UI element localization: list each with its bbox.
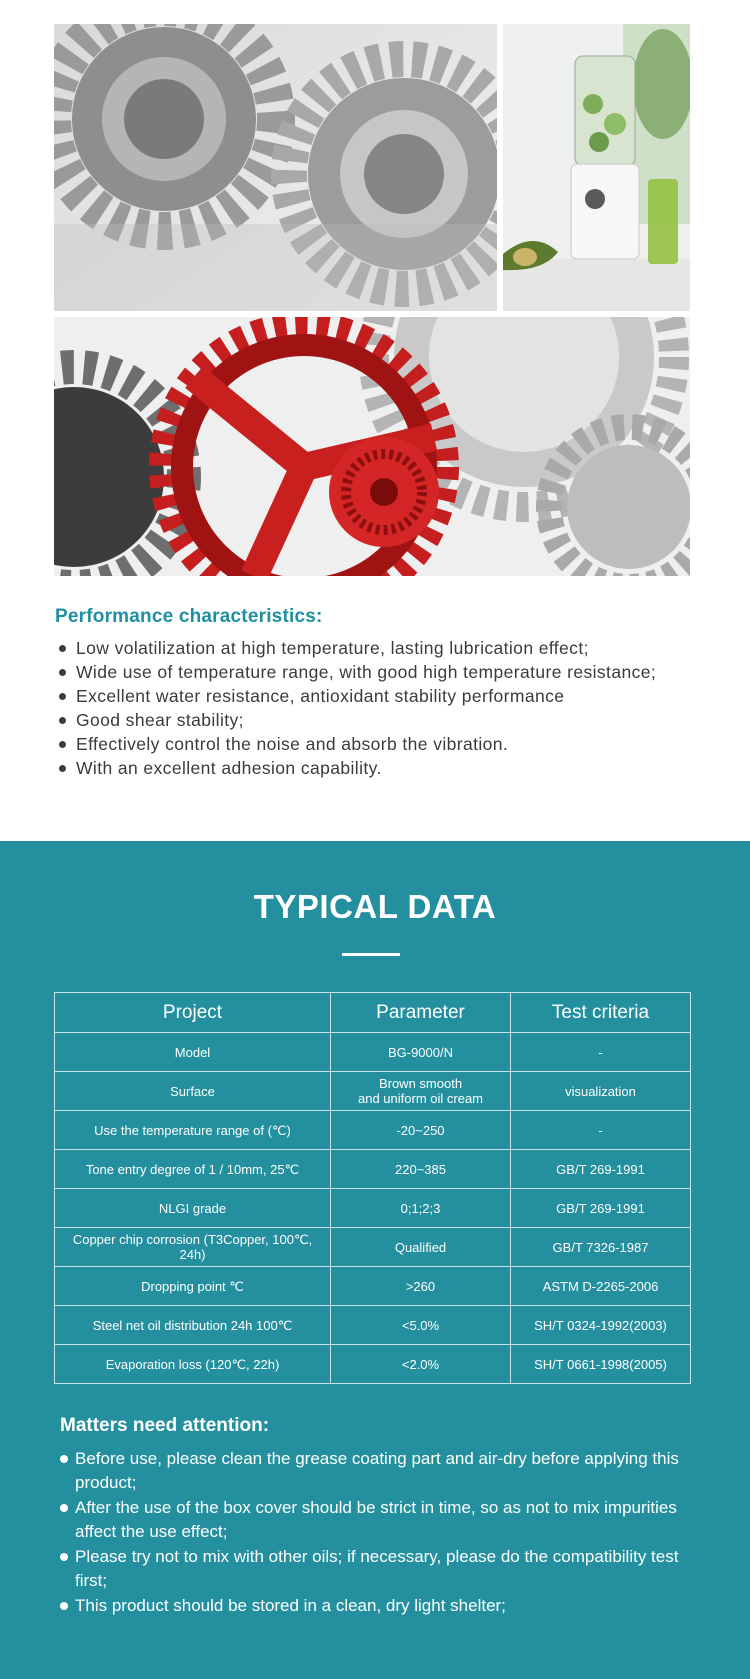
- table-cell: GB/T 269-1991: [511, 1189, 691, 1228]
- bullet-icon: [59, 693, 66, 700]
- attention-section: [60, 1415, 696, 1619]
- list-item: Good shear stability;: [55, 708, 695, 732]
- table-cell: ASTM D-2265-2006: [511, 1267, 691, 1306]
- table-cell: BG-9000/N: [331, 1033, 511, 1072]
- attention-title: Matters need attention:: [60, 1415, 270, 1436]
- table-cell: 220~385: [331, 1150, 511, 1189]
- table-row: [55, 1111, 691, 1150]
- performance-section: [55, 606, 695, 780]
- header-test-criteria: Test criteria: [511, 993, 691, 1033]
- table-cell: -20~250: [331, 1111, 511, 1150]
- blender-photo: [503, 24, 690, 311]
- list-item: Low volatilization at high temperature, lasting lubrication effect;: [55, 636, 695, 660]
- table-cell: <2.0%: [331, 1345, 511, 1384]
- table-row: [55, 1306, 691, 1345]
- list-item: Wide use of temperature range, with good high temperature resistance;: [55, 660, 695, 684]
- typical-data-table: [54, 992, 691, 1384]
- table-header-row: [55, 993, 691, 1033]
- list-item: With an excellent adhesion capability.: [55, 756, 695, 780]
- header-project: Project: [55, 993, 331, 1033]
- bullet-icon: [60, 1455, 68, 1463]
- title-divider: [342, 953, 400, 956]
- table-cell: Model: [55, 1033, 331, 1072]
- table-cell: -: [511, 1033, 691, 1072]
- table-row: [55, 1267, 691, 1306]
- attention-list: [60, 1447, 696, 1618]
- table-cell: NLGI grade: [55, 1189, 331, 1228]
- bullet-icon: [60, 1504, 68, 1512]
- table-cell: Evaporation loss (120℃, 22h): [55, 1345, 331, 1384]
- red-chrome-gears-photo: [54, 317, 690, 576]
- performance-list: [55, 636, 695, 780]
- table-cell: Qualified: [331, 1228, 511, 1267]
- table-cell: GB/T 269-1991: [511, 1150, 691, 1189]
- table-cell: Dropping point ℃: [55, 1267, 331, 1306]
- table-cell: Surface: [55, 1072, 331, 1111]
- table-cell: Brown smooth and uniform oil cream: [331, 1072, 511, 1111]
- table-cell: 0;1;2;3: [331, 1189, 511, 1228]
- table-cell: >260: [331, 1267, 511, 1306]
- bullet-icon: [60, 1553, 68, 1561]
- table-cell: SH/T 0324-1992(2003): [511, 1306, 691, 1345]
- typical-data-title: TYPICAL DATA: [253, 888, 497, 925]
- list-item: After the use of the box cover should be strict in time, so as not to mix impurities affect the use effect;: [60, 1496, 696, 1544]
- table-cell: Tone entry degree of 1 / 10mm, 25℃: [55, 1150, 331, 1189]
- bullet-icon: [59, 717, 66, 724]
- bullet-icon: [59, 645, 66, 652]
- table-row: [55, 1228, 691, 1267]
- performance-title: Performance characteristics:: [55, 606, 323, 627]
- list-item: Excellent water resistance, antioxidant stability performance: [55, 684, 695, 708]
- bullet-icon: [60, 1602, 68, 1610]
- table-cell: <5.0%: [331, 1306, 511, 1345]
- table-cell: SH/T 0661-1998(2005): [511, 1345, 691, 1384]
- list-item: Please try not to mix with other oils; if necessary, please do the compatibility test first;: [60, 1545, 696, 1593]
- table-cell: Copper chip corrosion (T3Copper, 100℃, 24h): [55, 1228, 331, 1267]
- table-row: [55, 1189, 691, 1228]
- table-cell: visualization: [511, 1072, 691, 1111]
- bullet-icon: [59, 765, 66, 772]
- typical-data-section: [0, 841, 750, 1679]
- table-cell: -: [511, 1111, 691, 1150]
- bullet-icon: [59, 741, 66, 748]
- list-item: Effectively control the noise and absorb the vibration.: [55, 732, 695, 756]
- grey-gears-photo: [54, 24, 497, 311]
- table-row: [55, 1072, 691, 1111]
- bullet-icon: [59, 669, 66, 676]
- header-parameter: Parameter: [331, 993, 511, 1033]
- table-cell: Use the temperature range of (℃): [55, 1111, 331, 1150]
- product-photo-grid: [54, 24, 690, 576]
- list-item: Before use, please clean the grease coating part and air-dry before applying this product;: [60, 1447, 696, 1495]
- table-row: [55, 1345, 691, 1384]
- list-item: This product should be stored in a clean, dry light shelter;: [60, 1594, 696, 1618]
- table-row: [55, 1150, 691, 1189]
- table-row: [55, 1033, 691, 1072]
- table-cell: Steel net oil distribution 24h 100℃: [55, 1306, 331, 1345]
- table-cell: GB/T 7326-1987: [511, 1228, 691, 1267]
